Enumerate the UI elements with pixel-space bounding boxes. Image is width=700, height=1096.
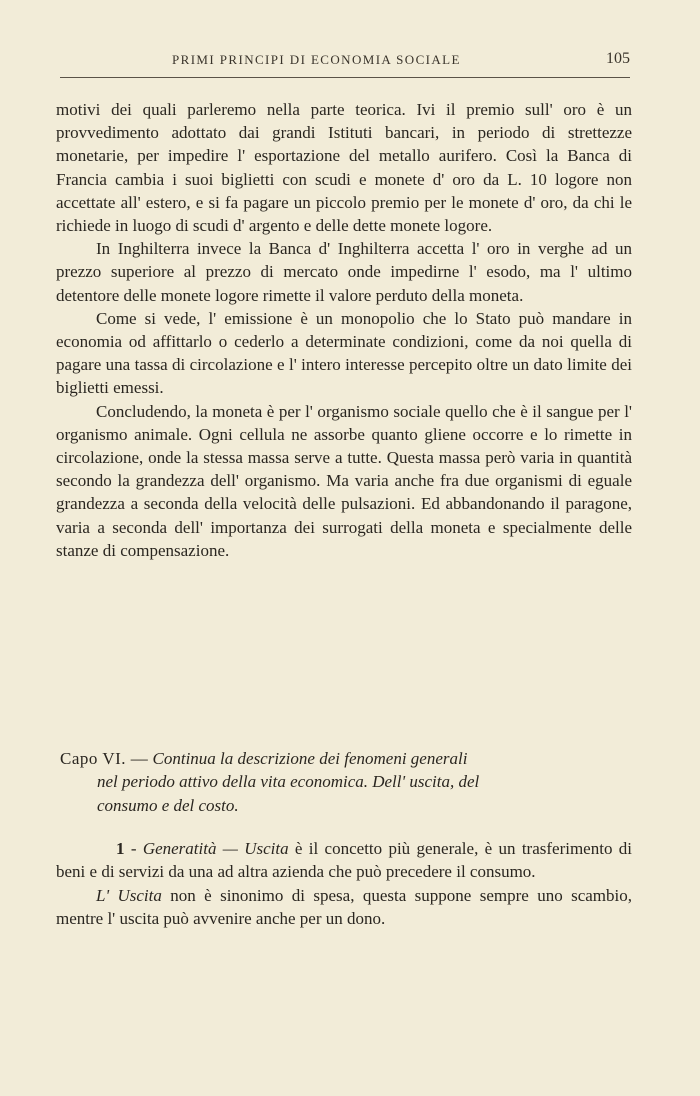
chapter-title-line: Continua la descrizione dei fenomeni generali bbox=[152, 749, 468, 768]
section-text-run: è il concetto più generale, è un trasferimento di beni e di servizi da una ad altra azienda che può precedere il consumo. bbox=[56, 839, 632, 882]
chapter-title-line: nel periodo attivo della vita economica. Dell' uscita, del bbox=[97, 772, 480, 792]
paragraph: Come si vede, l' emissione è un monopolio che lo Stato può mandare in economia od affittarlo o cederlo a determinate condizioni, come da noi quella di pagare una tassa di circolazione e l' intero interesse percepito oltre un dato limite dei biglietti emessi. bbox=[56, 308, 632, 398]
section-dash: - bbox=[124, 839, 143, 858]
paragraph: motivi dei quali parleremo nella parte teorica. Ivi il premio sull' oro è un provvedimento adottato dai grandi Istituti bancari, in periodo di strettezze monetarie, per impedire l' esportazione del metallo aurifero. Così la Banca di Francia cambia i suoi biglietti con scudi e monete d' oro da L. 10 logore non accettate all' estero, e si fa pagare un piccolo premio per le monete d' oro, da chi le richiede in luogo di scudi d' argento e delle dette monete logore. bbox=[56, 100, 632, 236]
section-text-run: non è sinonimo di spesa, questa suppone sempre uno scambio, mentre l' uscita può avvenire anche per un dono. bbox=[56, 885, 632, 929]
chapter-title-line: consumo e del costo. bbox=[97, 795, 239, 815]
paragraph: Concludendo, la moneta è per l' organismo sociale quello che è il sangue per l' organismo animale. Ogni cellula ne assorbe quanto gliene occorre e lo rimette in circolazione, onde la stessa massa serve a tutte. Questa massa però varia in quantità secondo la grandezza dell' organismo. Ma varia anche fra due organismi di eguale grandezza a seconda della velocità delle pulsazioni. Ed abbandonando il paragone, varia a seconda dell' importanza dei surrogati della moneta e specialmente delle stanze di compensazione. bbox=[56, 401, 632, 560]
page-number: 105 bbox=[606, 50, 630, 67]
section-paragraph bbox=[56, 837, 632, 884]
section-term: L' Uscita bbox=[96, 885, 162, 905]
header-rule bbox=[60, 77, 630, 78]
running-head: PRIMI PRINCIPI DI ECONOMIA SOCIALE bbox=[172, 52, 461, 67]
chapter-label: Capo VI. — bbox=[60, 749, 149, 768]
paragraph: In Inghilterra invece la Banca d' Inghilterra accetta l' oro in verghe ad un prezzo superiore al prezzo di mercato onde impedirne l' esodo, ma l' ultimo detentore delle monete logore rimette il valore perduto della moneta. bbox=[56, 239, 632, 305]
chapter-heading bbox=[60, 747, 634, 817]
section-paragraph bbox=[56, 884, 632, 931]
section-number: 1 bbox=[116, 839, 125, 858]
body-text bbox=[56, 98, 632, 562]
section-heading: Generatità — Uscita bbox=[142, 839, 289, 858]
section-text bbox=[56, 837, 632, 931]
page-header bbox=[60, 50, 630, 72]
